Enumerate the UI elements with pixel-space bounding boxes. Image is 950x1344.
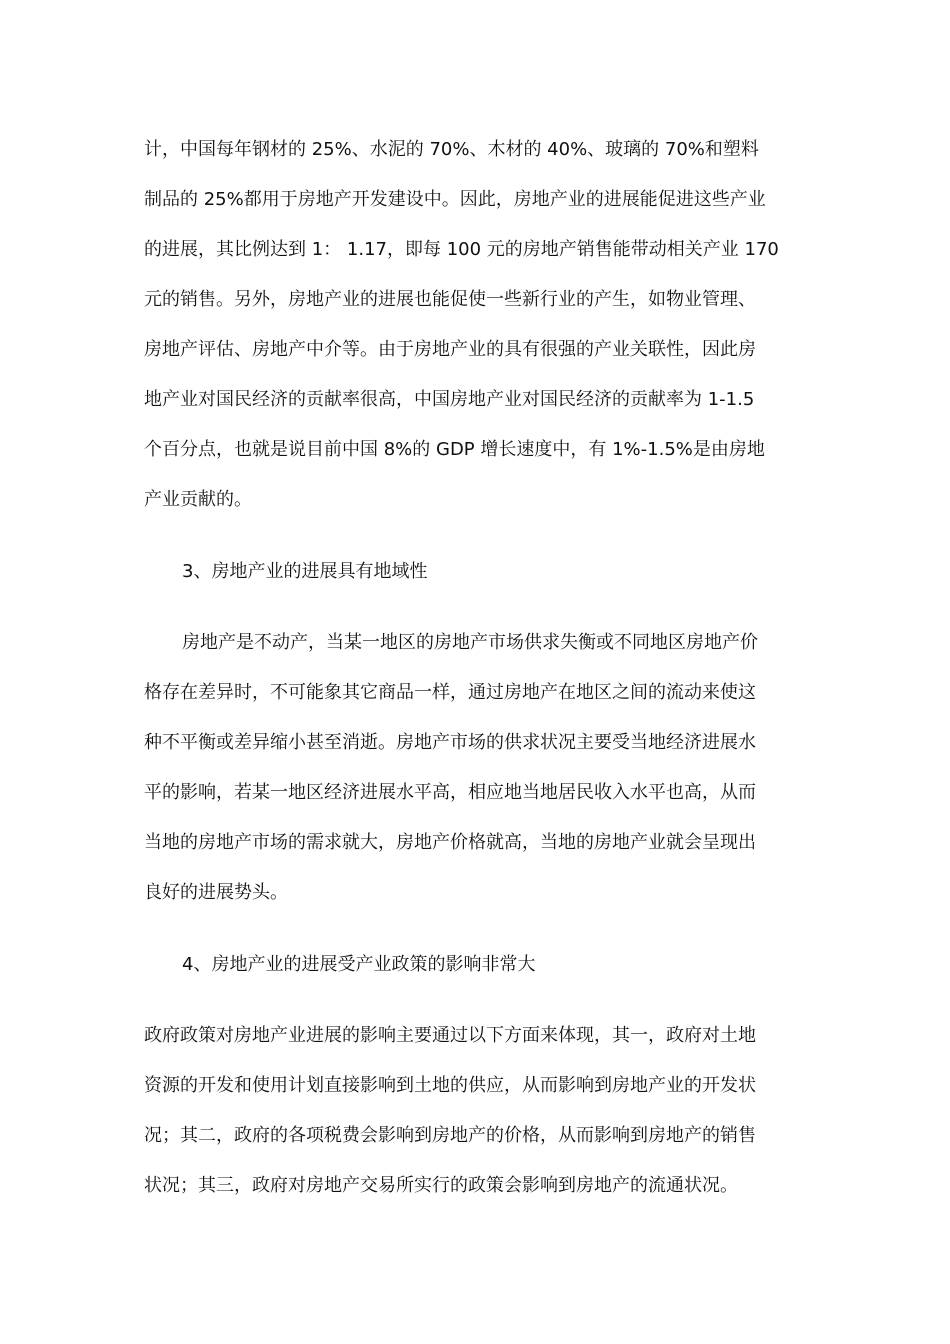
paragraph-1-line: 的进展，其比例达到 1： 1.17，即每 100 元的房地产销售能带动相关产业 170 (144, 239, 779, 260)
paragraph-3-line: 况；其二，政府的各项税费会影响到房地产的价格，从而影响到房地产的销售 (144, 1125, 756, 1146)
paragraph-1-line: 房地产评估、房地产中介等。由于房地产业的具有很强的产业关联性，因此房 (144, 339, 756, 360)
paragraph-2-line: 良好的进展势头。 (144, 882, 288, 903)
paragraph-1-line: 元的销售。另外，房地产业的进展也能促使一些新行业的产生，如物业管理、 (144, 289, 756, 310)
paragraph-1-line: 个百分点，也就是说目前中国 8%的 GDP 增长速度中，有 1%-1.5%是由房地 (144, 439, 765, 460)
paragraph-2-line: 格存在差异时，不可能象其它商品一样，通过房地产在地区之间的流动来使这 (144, 682, 756, 703)
paragraph-1-line: 制品的 25%都用于房地产开发建设中。因此，房地产业的进展能促进这些产业 (144, 189, 766, 210)
paragraph-3-line: 状况；其三，政府对房地产交易所实行的政策会影响到房地产的流通状况。 (144, 1175, 738, 1196)
section-heading-3: 3、房地产业的进展具有地域性 (182, 561, 428, 582)
paragraph-1-line: 产业贡献的。 (144, 489, 252, 510)
paragraph-2-line: 种不平衡或差异缩小甚至消逝。房地产市场的供求状况主要受当地经济进展水 (144, 732, 756, 753)
paragraph-2-line: 平的影响，若某一地区经济进展水平高，相应地当地居民收入水平也高，从而 (144, 782, 756, 803)
paragraph-2-line: 房地产是不动产，当某一地区的房地产市场供求失衡或不同地区房地产价 (182, 632, 758, 653)
paragraph-1-line: 地产业对国民经济的贡献率很高，中国房地产业对国民经济的贡献率为 1-1.5 (144, 389, 755, 410)
paragraph-2-line: 当地的房地产市场的需求就大，房地产价格就高，当地的房地产业就会呈现出 (144, 832, 756, 853)
paragraph-1-line: 计，中国每年钢材的 25%、水泥的 70%、木材的 40%、玻璃的 70%和塑料 (144, 139, 759, 160)
paragraph-3-line: 政府政策对房地产业进展的影响主要通过以下方面来体现，其一，政府对土地 (144, 1025, 756, 1046)
section-heading-4: 4、房地产业的进展受产业政策的影响非常大 (182, 954, 536, 975)
paragraph-3-line: 资源的开发和使用计划直接影响到土地的供应，从而影响到房地产业的开发状 (144, 1075, 756, 1096)
